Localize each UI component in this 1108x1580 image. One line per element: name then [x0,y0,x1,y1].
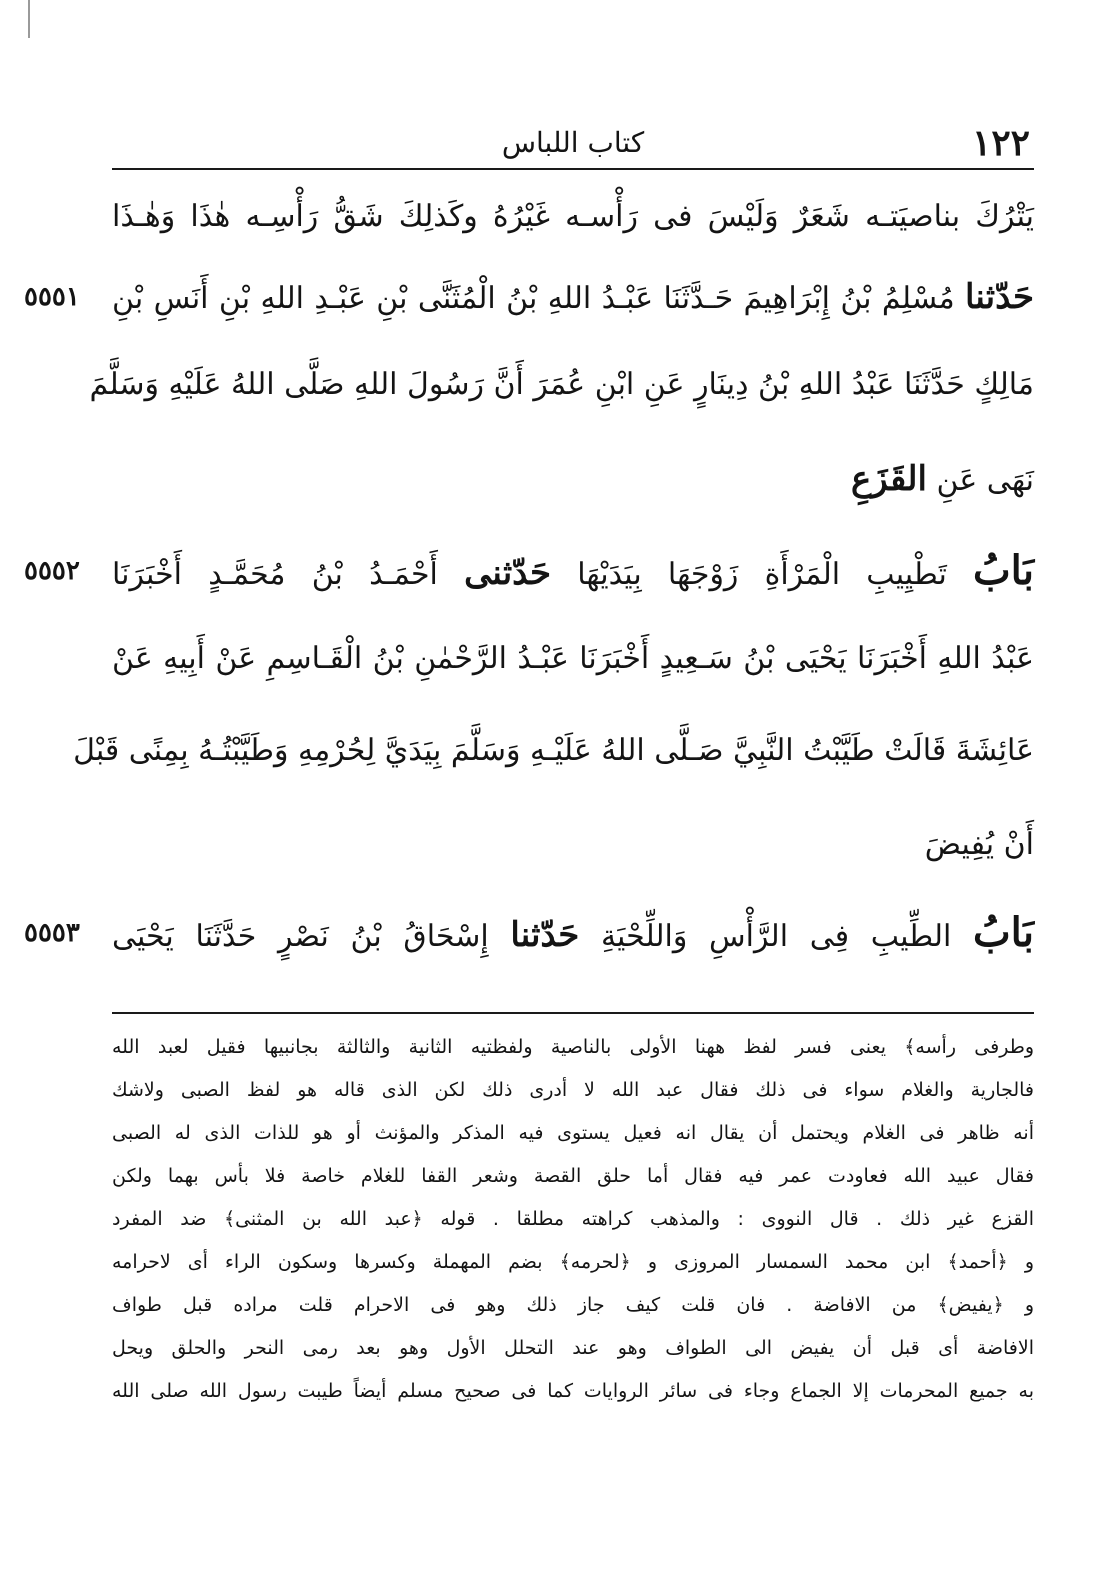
commentary-line: القزع غير ذلك . قال النووى : والمذهب كراهته مطلقا . قوله ﴿عبد الله بن المثنى﴾ ضد المفرد [112,1208,1034,1230]
text-segment: أَنْ يُفِيضَ [924,827,1034,862]
isnad-keyword: حَدّثنا [510,915,580,955]
commentary-divider [112,1012,1034,1014]
hadith-number: ٥٥٥١ [24,282,80,312]
commentary-line: أنه ظاهر فى الغلام ويحتمل أن يقال انه فعيل يستوى فيه المذكر والمؤنث أو هو للذات الذى له الصبى [112,1122,1034,1144]
text-segment: تَطْيِيبِ الْمَرْأَةِ زَوْجَهَا بِيَدَيْهَا [551,557,974,592]
header-rule [112,168,1034,170]
chapter-title: كتاب اللباس [501,126,645,159]
text-line [112,620,1034,698]
hadith-number: ٥٥٥٢ [24,556,80,586]
text-segment: مُسْلِمُ بْنُ إِبْرَاهِيمَ حَـدَّثَنَا عَبْـدُ اللهِ بْنُ الْمُثَنَّى بْنِ عَبْـدِ اللهِ بْنِ أَنَسِ بْنِ [112,281,966,316]
hadith-text-block [24,172,1034,1008]
commentary-line: و ﴿أحمد﴾ ابن محمد السمسار المروزى و ﴿لحرمه﴾ بضم المهملة وكسرها وسكون الراء أى لاحرامه [112,1251,1034,1273]
isnad-keyword: القَزَعِ [850,459,927,499]
text-line [112,894,1034,972]
text-segment: يَتْرُكَ بناصيَتـه شَعَرٌ وَلَيْسَ فى رَأْسـه غَيْرُهُ وكَذلِكَ شَقُّ رَأْسِـه هٰذَا وَهٰـذَا [112,199,1034,234]
text-segment: الطِّيبِ فِى الرَّأْسِ وَاللِّحْيَةِ [579,919,973,954]
text-line [112,532,1034,610]
text-line [112,178,1034,256]
bab-heading: بَابُ [973,909,1034,956]
hadith-number: ٥٥٥٣ [24,918,80,948]
commentary-line: فقال عبيد الله فعاودت عمر فيه فقال أما حلق القصة وشعر القفا للغلام خاصة فلا بأس بهما ولكن [112,1165,1034,1187]
text-line [73,712,1034,790]
text-segment: عَائِشَةَ قَالَتْ طَيَّبْتُ النَّبِيَّ صَـلَّى اللهُ عَلَيْـهِ وَسَلَّمَ بِيَدَيَّ لِحُرْمِهِ وَطَيَّبْتُـهُ بِمِنًى قَبْلَ [73,733,1034,768]
isnad-keyword: حَدّثنا [965,277,1034,317]
page-header [112,118,1034,168]
text-segment: أَحْمَـدُ بْنُ مُحَمَّـدٍ أَخْبَرَنَا [112,557,465,592]
isnad-keyword: حَدّثنى [464,553,552,593]
text-line [112,440,1034,518]
text-line [89,346,1034,424]
commentary-line: و ﴿يفيض﴾ من الافاضة . فان قلت كيف جاز ذلك وهو فى الاحرام قلت مراده قبل طواف [112,1294,1034,1316]
page-number: ١٢٢ [971,122,1030,164]
text-segment: عَبْدُ اللهِ أَخْبَرَنَا يَحْيَى بْنُ سَـعِيدٍ أَخْبَرَنَا عَبْـدُ الرَّحْمٰنِ بْنُ الْقَـاسِمِ عَنْ أَبِيهِ عَنْ [112,641,1034,676]
commentary-line: به جميع المحرمات إلا الجماع وجاء فى سائر الروايات كما فى صحيح مسلم أيضاً طيبت رسول الله صلى الله [112,1380,1034,1402]
text-line [112,806,1034,884]
commentary-line: فالجارية والغلام سواء فى ذلك فقال عبد الله لا أدرى ذلك لكن الذى قاله هو لفظ الصبى ولاشك [112,1079,1034,1101]
text-line [112,258,1034,336]
bab-heading: بَابُ [973,547,1034,594]
commentary-line: وطرفى رأسه﴾ يعنى فسر لفظ ههنا الأولى بالناصية ولفظتيه الثانية والثالثة بجانبيها فقيل لعبد الله [112,1036,1034,1058]
text-segment: نَهَى عَنِ [927,463,1034,498]
text-segment: مَالِكٍ حَدَّثَنَا عَبْدُ اللهِ بْنُ دِينَارٍ عَنِ ابْنِ عُمَرَ أَنَّ رَسُولَ اللهِ صَلَّى اللهُ عَلَيْهِ وَسَلَّمَ [89,367,1034,402]
commentary-block [112,1020,1034,1540]
text-segment: إِسْحَاقُ بْنُ نَصْرٍ حَدَّثَنَا يَحْيَى [112,919,511,954]
commentary-line: الافاضة أى قبل أن يفيض الى الطواف وهو عند التحلل الأول وهو بعد رمى النحر والحلق ويحل [112,1337,1034,1359]
